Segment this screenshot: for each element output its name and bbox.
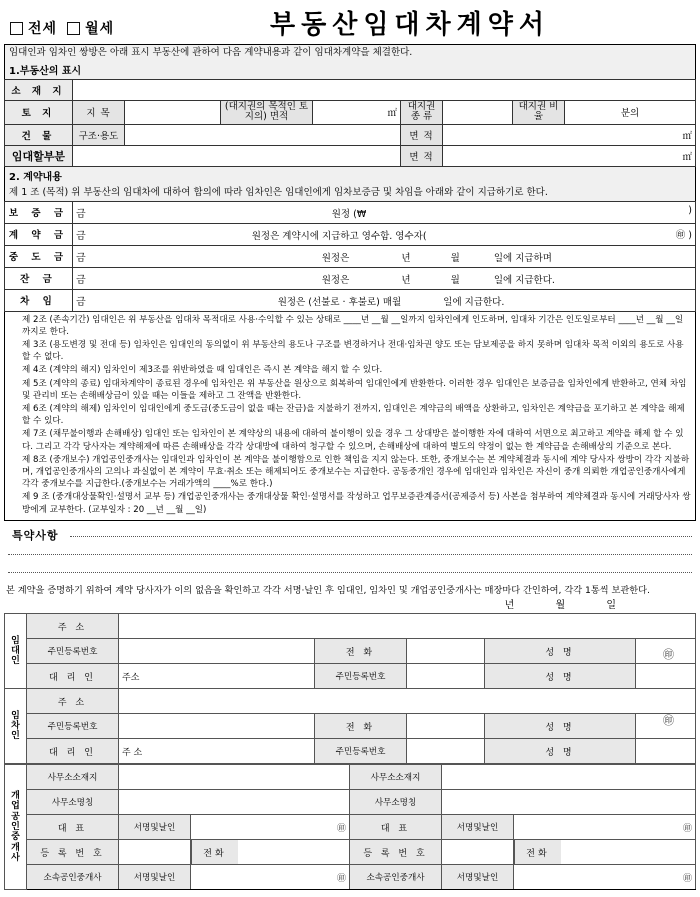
table-row-land [5, 100, 696, 124]
balance-mid: 원정은 [321, 274, 350, 286]
label-lessor-phone: 전 화 [315, 639, 407, 664]
label-broker-sign: 서명및날인 [119, 815, 191, 840]
input-lessor-resident-number[interactable] [119, 639, 315, 664]
label-broker-tel: 전화 [192, 840, 239, 864]
downpayment-tail: ㊞ ) [675, 229, 692, 241]
input-broker-office-address[interactable] [119, 765, 350, 790]
input-broker2-registration-number[interactable] [442, 840, 514, 865]
interim-mid: 원정은 [321, 252, 350, 264]
special-terms-label: 특약사항 [12, 528, 59, 542]
signing-date-line [4, 596, 696, 611]
checkbox-wolse-label: 월세 [85, 21, 115, 37]
date-month-label: 월 [555, 600, 568, 612]
label-jimok: 지 목 [73, 100, 125, 124]
input-jimok[interactable] [125, 100, 221, 124]
clauses-block [4, 312, 696, 521]
clause-3 [9, 339, 691, 363]
label-broker2-affiliated-sign: 서명및날인 [442, 865, 514, 890]
label-broker2-sign: 서명및날인 [442, 815, 514, 840]
lessor-seal-icon[interactable]: ㊞ [663, 648, 674, 662]
rent-geum: 금 [76, 296, 86, 308]
input-lessee-agent-resident-number[interactable] [407, 739, 485, 764]
interim-year: 년 [401, 252, 411, 264]
label-broker-affiliated: 소속공인중개사 [27, 865, 119, 890]
input-deposit[interactable] [73, 201, 696, 223]
balance-month: 월 [450, 274, 460, 286]
input-broker2-tel[interactable] [561, 840, 695, 864]
article-1-text: 제 1 조 (목적) 위 부동산의 임대차에 대하여 합의에 따라 임차인은 임대인에게 임차보증금 및 차임을 아래와 같이 지급하기로 한다. [4, 185, 696, 201]
signature-table [4, 613, 696, 764]
input-broker-registration-number[interactable] [119, 840, 191, 865]
label-lessor-address: 주 소 [27, 614, 119, 639]
clause-5 [9, 378, 691, 402]
label-interim: 중 도 금 [5, 245, 73, 267]
clause-7-text: 제 7조 (채무불이행과 손해배상) 임대인 또는 임차인이 본 계약상의 내용에 대하여 불이행이 있을 경우 그 상대방은 불이행한 자에 대하여 서면으로 최고하고 계약을 해제 할 수 있다. 그리고 각각 당사자는 계약해제에 따른 손해배상을 각각 상대방에 대하여 청구할 수 있으며, 손해배상에 대하여 별도의 약정이 없는 한 계약금을 손해배상의 기준으로 본다. [22, 429, 684, 452]
label-lessor-agent: 대 리 인 [27, 664, 119, 689]
label-lessee-agent-name: 성 명 [485, 739, 636, 764]
table-row-broker-representative [5, 815, 696, 840]
label-downpayment: 계 약 금 [5, 223, 73, 245]
label-broker2-registration-number: 등 록 번 호 [350, 840, 442, 865]
section1-heading: 1.부동산의 표시 [4, 61, 696, 79]
balance-geum: 금 [76, 274, 86, 286]
special-terms-line-3[interactable] [8, 572, 692, 573]
date-day-label: 일 [606, 600, 618, 612]
table-row-lessee-address [5, 689, 696, 714]
date-year-label: 년 [504, 600, 517, 612]
table-row-deposit [5, 201, 696, 223]
label-broker2-office-address: 사무소소재지 [350, 765, 442, 790]
table-row-lessor-agent [5, 664, 696, 689]
label-broker2-office-name: 사무소명칭 [350, 790, 442, 815]
broker2-representative-seal-icon[interactable]: ㊞ [514, 815, 696, 840]
table-row-balance [5, 267, 696, 289]
clause-9 [9, 491, 691, 515]
table-row-downpayment [5, 223, 696, 245]
downpayment-mid: 원정은 계약시에 지급하고 영수함. 영수자( [251, 230, 427, 242]
label-lease-part: 임대할부분 [5, 145, 73, 166]
clause-3-text: 제 3조 (용도변경 및 전대 등) 임차인은 임대인의 동의없이 위 부동산의 용도나 구조를 변경하거나 전대·임차권 양도 또는 담보제공을 하지 못하며 임대차 목적 이외의 용도로 사용할 수 없다. [22, 340, 684, 363]
broker-table [4, 764, 696, 890]
clause-2-text: 제 2조 (존속기간) 임대인은 위 부동산을 임대차 목적대로 사용·수익할 수 있는 상태로 ____년 __월 __일까지 임차인에게 인도하며, 임대차 기간은 인도일로부터 ____년 __월 __일까지로 한다. [22, 314, 684, 337]
broker2-tel-cell [514, 840, 696, 865]
table-row-lessee-agent [5, 739, 696, 764]
input-structure[interactable] [125, 124, 401, 145]
broker-representative-seal-icon[interactable]: ㊞ [191, 815, 350, 840]
label-broker-office-address: 사무소소재지 [27, 765, 119, 790]
checkbox-jeonse-label: 전세 [28, 21, 58, 37]
label-deposit: 보 증 금 [5, 201, 73, 223]
label-lessee-agent: 대 리 인 [27, 739, 119, 764]
table-row-lessee-id [5, 714, 696, 739]
input-broker-tel[interactable] [238, 840, 349, 864]
table-row-rent [5, 289, 696, 311]
balance-year: 년 [401, 274, 411, 286]
clause-2 [9, 314, 691, 338]
label-structure: 구조·용도 [73, 124, 125, 145]
label-lessee-phone: 전 화 [315, 714, 407, 739]
label-lessee-resident-number: 주민등록번호 [27, 714, 119, 739]
label-lessor-name: 성 명 [485, 639, 636, 664]
interim-tail: 일에 지급하며 [493, 252, 552, 264]
input-lessor-agent-name[interactable] [635, 664, 695, 689]
section2-heading: 2. 계약내용 [4, 167, 696, 185]
clause-4 [9, 364, 691, 376]
lessee-seal-icon[interactable]: ㊞ [663, 714, 674, 728]
label-rent: 차 임 [5, 289, 73, 311]
input-lessor-address[interactable] [119, 614, 696, 639]
label-building-area: 면 적 [401, 124, 443, 145]
label-broker2-affiliated: 소속공인중개사 [350, 865, 442, 890]
label-broker2-tel: 전화 [515, 840, 562, 864]
broker-tel-cell [191, 840, 350, 865]
label-broker-affiliated-sign: 서명및날인 [119, 865, 191, 890]
clause-7 [9, 428, 691, 452]
label-land: 토 지 [5, 100, 73, 124]
input-lessor-phone[interactable] [407, 639, 485, 664]
page-title: 부동산임대차계약서 [269, 10, 551, 40]
clause-6-text: 제 6조 (계약의 해제) 임차인이 임대인에게 중도금(중도금이 없을 때는 잔금)을 지불하기 전까지, 임대인은 계약금의 배액을 상환하고, 임차인은 계약금을 포기하고 본 계약을 해제할 수 있다. [22, 404, 685, 427]
balance-tail: 일에 지급한다. [493, 274, 555, 286]
input-broker-office-name[interactable] [119, 790, 350, 815]
table-row-building [5, 124, 696, 145]
input-interim[interactable] [73, 245, 696, 267]
label-lessee-name: 성 명 [485, 714, 636, 739]
label-balance: 잔 금 [5, 267, 73, 289]
side-label-lessor: 임대인 [5, 614, 27, 689]
label-daeji-ratio: 대지권 비 율 [513, 100, 565, 124]
money-terms-table [4, 201, 696, 312]
label-lease-area: 면 적 [401, 145, 443, 166]
table-row-lease-part [5, 145, 696, 166]
input-broker2-office-name[interactable] [442, 790, 696, 815]
input-location[interactable] [73, 79, 696, 100]
input-lessee-phone[interactable] [407, 714, 485, 739]
input-downpayment[interactable] [73, 223, 696, 245]
input-lessee-resident-number[interactable] [119, 714, 315, 739]
label-broker2-representative: 대 표 [350, 815, 442, 840]
input-lessee-agent-address[interactable]: 주 소 [119, 739, 315, 764]
special-terms-block [4, 527, 696, 585]
clause-8 [9, 454, 691, 491]
label-location: 소 재 지 [5, 79, 73, 100]
input-broker2-office-address[interactable] [442, 765, 696, 790]
label-land-area: (대지권의 목적인 토지의) 면적 [221, 100, 313, 124]
intro-statement: 임대인과 임차인 쌍방은 아래 표시 부동산에 관하여 다음 계약내용과 같이 임대차계약을 체결한다. [4, 44, 696, 61]
side-label-lessee: 임차인 [5, 689, 27, 764]
input-lessor-agent-resident-number[interactable] [407, 664, 485, 689]
clause-8-text: 제 8조 (중개보수) 개업공인중개사는 임대인과 임차인이 본 계약을 불이행함으로 인한 책임을 지지 않는다. 또한, 중개보수는 본 계약체결과 동시에 계약 당사자 쌍방이 각각 지불하며, 개업공인중개사의 고의나 과실없이 본 계약이 무효·취소 또는 해제되어도 중개보수는 지급한다. 공동중개인 경우에 임대인과 임차인은 자신이 중개 의뢰한 개업공인중개사에게 각각 중개보수를 지급한다.(중개보수는 거래가액의 ____%로 한다.) [22, 454, 690, 490]
label-building: 건 물 [5, 124, 73, 145]
property-description-table [4, 79, 696, 167]
label-lessee-agent-resident-number: 주민등록번호 [315, 739, 407, 764]
input-rent[interactable] [73, 289, 696, 311]
clause-6 [9, 403, 691, 427]
input-lessor-agent-address[interactable]: 주소 [119, 664, 315, 689]
label-broker-office-name: 사무소명칭 [27, 790, 119, 815]
interim-geum: 금 [76, 252, 86, 264]
clause-4-text: 제 4조 (계약의 해지) 임차인이 제3조를 위반하였을 때 임대인은 즉시 본 계약을 해지 할 수 있다. [22, 365, 383, 376]
input-lessee-agent-name[interactable] [635, 739, 695, 764]
rent-mid: 원정은 (선불로 · 후불로) 매월 [277, 296, 402, 308]
clause-5-text: 제 5조 (계약의 종료) 임대차계약이 종료된 경우에 임차인은 위 부동산을 원상으로 회복하여 임대인에게 반환한다. 이러한 경우 임대인은 보증금을 임차인에게 반환하고, 연체 차임 및 관리비 또는 손해배상금이 있을 때는 이들을 제하고 그 잔액을 반환한다. [22, 378, 687, 401]
input-lessee-address[interactable] [119, 689, 696, 714]
input-lease-area[interactable]: ㎡ [443, 145, 696, 166]
interim-month: 월 [450, 252, 460, 264]
table-row-lessor-address [5, 614, 696, 639]
table-row-broker-office-name [5, 790, 696, 815]
label-daeji-type: 대지권 종 류 [401, 100, 443, 124]
closing-statement: 본 계약을 증명하기 위하여 계약 당사자가 이의 없음을 확인하고 각각 서명·날인 후 임대인, 임차인 및 개업공인중개사는 매장마다 간인하여, 각각 1통씩 보관한다. [6, 584, 650, 596]
table-row-lessor-id [5, 639, 696, 664]
input-land-area[interactable]: ㎡ [313, 100, 401, 124]
label-broker-registration-number: 등 록 번 호 [27, 840, 119, 865]
special-terms-line-2[interactable] [8, 554, 692, 555]
input-daeji-type[interactable] [443, 100, 513, 124]
page-header [4, 0, 696, 44]
deposit-mid: 원정 (₩ [331, 208, 367, 220]
rent-tail: 일에 지급한다. [443, 296, 505, 308]
label-lessor-agent-name: 성 명 [485, 664, 636, 689]
label-broker-representative: 대 표 [27, 815, 119, 840]
input-building-area[interactable]: ㎡ [443, 124, 696, 145]
input-lease-part[interactable] [73, 145, 401, 166]
label-lessor-resident-number: 주민등록번호 [27, 639, 119, 664]
input-balance[interactable] [73, 267, 696, 289]
table-row-broker-affiliated [5, 865, 696, 890]
table-row-interim [5, 245, 696, 267]
deposit-tail: ) [688, 204, 692, 216]
broker2-affiliated-seal-icon[interactable]: ㊞ [514, 865, 696, 890]
input-daeji-ratio[interactable]: 분의 [565, 100, 696, 124]
table-row-broker-registration [5, 840, 696, 865]
downpayment-geum: 금 [76, 230, 86, 242]
side-label-broker: 개업공인중개사 [5, 765, 27, 890]
clause-9-text: 제 9 조 (중개대상물확인·설명서 교부 등) 개업공인중개사는 중개대상물 확인·설명서를 작성하고 업무보증관계증서(공제증서 등) 사본을 첨부하여 계약체결과 동시에 거래당사자 쌍방에게 교부한다. (교부일자 : 20 __년 __월 __일) [22, 492, 691, 515]
label-lessee-address: 주 소 [27, 689, 119, 714]
special-terms-line-1[interactable] [70, 536, 692, 537]
table-row-broker-office-address [5, 765, 696, 790]
table-row-location [5, 79, 696, 100]
broker-affiliated-seal-icon[interactable]: ㊞ [191, 865, 350, 890]
label-lessor-agent-resident-number: 주민등록번호 [315, 664, 407, 689]
deposit-geum: 금 [76, 208, 86, 220]
